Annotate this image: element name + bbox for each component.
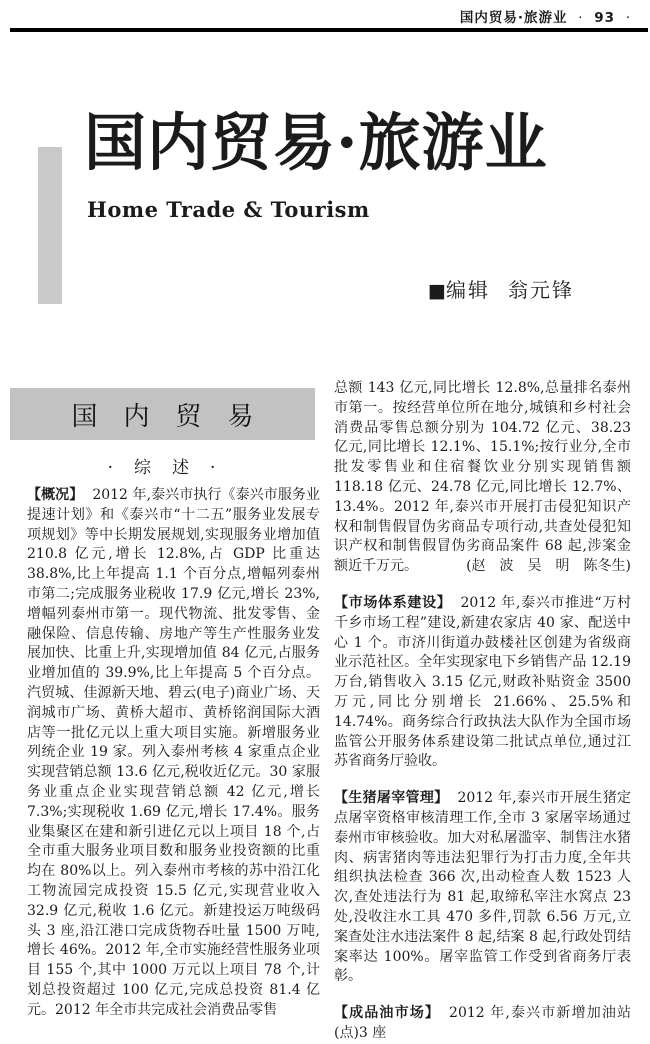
paragraph-text: 2012 年,泰兴市推进“万村千乡市场工程”建设,新建农家店 40 家、配送中心 1 个。市济川街道办鼓楼社区创建为省级商业示范社区。全年实现家电下乡销售产品 12.19 万台,销售收入 3.15 亿元,财政补贴资金 3500 万元,同比分别增长 21.66%、25.5%和 14.74%。商务综合行政执法大队作为全国市场监管公开服务体系建设第二批试点单位,通过江苏省商务厅验收。 [334, 594, 632, 770]
subsection-heading-overview: · 综 述 · [107, 458, 218, 478]
paragraph-text: 总额 143 亿元,同比增长 12.8%,总量排名泰州市第一。按经营单位所在地分,城镇和乡村社会消费品零售总额分别为 104.72 亿元、38.23 亿元,同比增长 12.1%、15.1%;按行业分,全市批发零售业和住宿餐饮业分别实现销售额 118.18 亿元、24.78 亿元,同比增长 12.7%、13.4%。2012 年,泰兴市开展打击侵犯知识产权和制售假冒伪劣商品专项行动,共查处侵犯知识产权和制售假冒伪劣商品案件 68 起,涉案金额近千万元。 [334, 380, 631, 575]
byline: (赵 波 吴 明 陈冬生) [466, 558, 631, 575]
right-column [334, 379, 631, 1044]
header-rule [10, 28, 648, 32]
editor-label: 编辑 [445, 278, 490, 302]
running-head [460, 6, 636, 26]
editor-line [428, 274, 574, 303]
entry-tag-market-system: 【市场体系建设】 [334, 594, 452, 611]
page-title-english: Home Trade & Tourism [87, 197, 370, 222]
black-square-icon: ■ [428, 280, 446, 302]
page-title: 国内贸易·旅游业 [84, 106, 548, 179]
section-header-label: 国 内 贸 易 [71, 401, 254, 432]
article-paragraph [334, 594, 631, 772]
entry-tag-overview: 【概况】 [27, 487, 84, 503]
paragraph-text: 2012 年,泰兴市新增加油站(点)3 座 [334, 1005, 632, 1041]
article-paragraph [334, 379, 631, 577]
paragraph-text: 2012 年,泰兴市开展生猪定点屠宰资格审核清理工作,全市 3 家屠宰场通过泰州市审核验收。加大对私屠滥宰、制售注水猪肉、病害猪肉等违法犯罪行为打击力度,全年共组织执法检查 366 次,出动检查人数 1523 人次,查处违法行为 81 起,取缔私宰注水窝点 23 处,没收注水工具 470 多件,罚款 6.56 万元,立案查处注水违法案件 8 起,结案 8 起,行政处罚结案率达 100%。屠宰监管工作受到省商务厅表彰。 [334, 790, 632, 985]
entry-tag-refined-oil-market: 【成品油市场】 [334, 1005, 441, 1022]
section-header-domestic-trade [10, 388, 315, 440]
title-accent-bar [38, 147, 62, 304]
article-paragraph [334, 789, 631, 987]
editor-name: 翁元锋 [507, 278, 574, 302]
page-number-marker-right: · [625, 10, 631, 26]
page-number-marker-left: · [578, 10, 584, 26]
article-paragraph [27, 486, 320, 1021]
page-number: 93 [594, 10, 615, 26]
article-paragraph [334, 1004, 631, 1044]
paragraph-text: 2012 年,泰兴市执行《泰兴市服务业提速计划》和《泰兴市“十二五”服务业发展专项规划》等中长期发展规划,实现服务业增加值 210.8 亿元,增长 12.8%,占 GDP 比重达 38.8%,比上年提高 1.1 个百分点,增幅列泰州市第二;完成服务业税收 17.9 亿元,增长 23%,增幅列泰州市第一。现代物流、批发零售、金融保险、信息传输、房地产等生产性服务业发展加快、比重上升,实现增加值 84 亿元,占服务业增加值的 39.9%,比上年提高 5 个百分点。汽贸城、佳源新天地、碧云(电子)商业广场、天润城市广场、黄桥大超市、黄桥铭润国际大酒店等一批亿元以上重大项目实施。新增服务业列统企业 19 家。列入泰州考核 4 家重点企业实现营销总额 13.6 亿元,税收近亿元。30 家服务业重点企业实现营销总额 42 亿元,增长 7.3%;实现税收 1.69 亿元,增长 17.4%。服务业集聚区在建和新引进亿元以上项目 18 个,占全市重大服务业项目数和服务业投资额的比重均在 80%以上。列入泰州市考核的苏中沿江化工物流园完成投资 15.5 亿元,实现营业收入 32.9 亿元,税收 1.6 亿元。新建投运万吨级码头 3 座,沿江港口完成货物吞吐量 1500 万吨,增长 46%。2012 年,全市实施经营性服务业项目 155 个,其中 1000 万元以上项目 78 个,计划总投资超过 100 亿元,完成总投资 81.4 亿元。2012 年全市共完成社会消费品零售 [27, 487, 320, 1018]
entry-tag-pig-slaughter: 【生猪屠宰管理】 [334, 790, 449, 807]
running-head-section-title: 国内贸易·旅游业 [459, 10, 568, 26]
left-column [27, 486, 320, 1021]
